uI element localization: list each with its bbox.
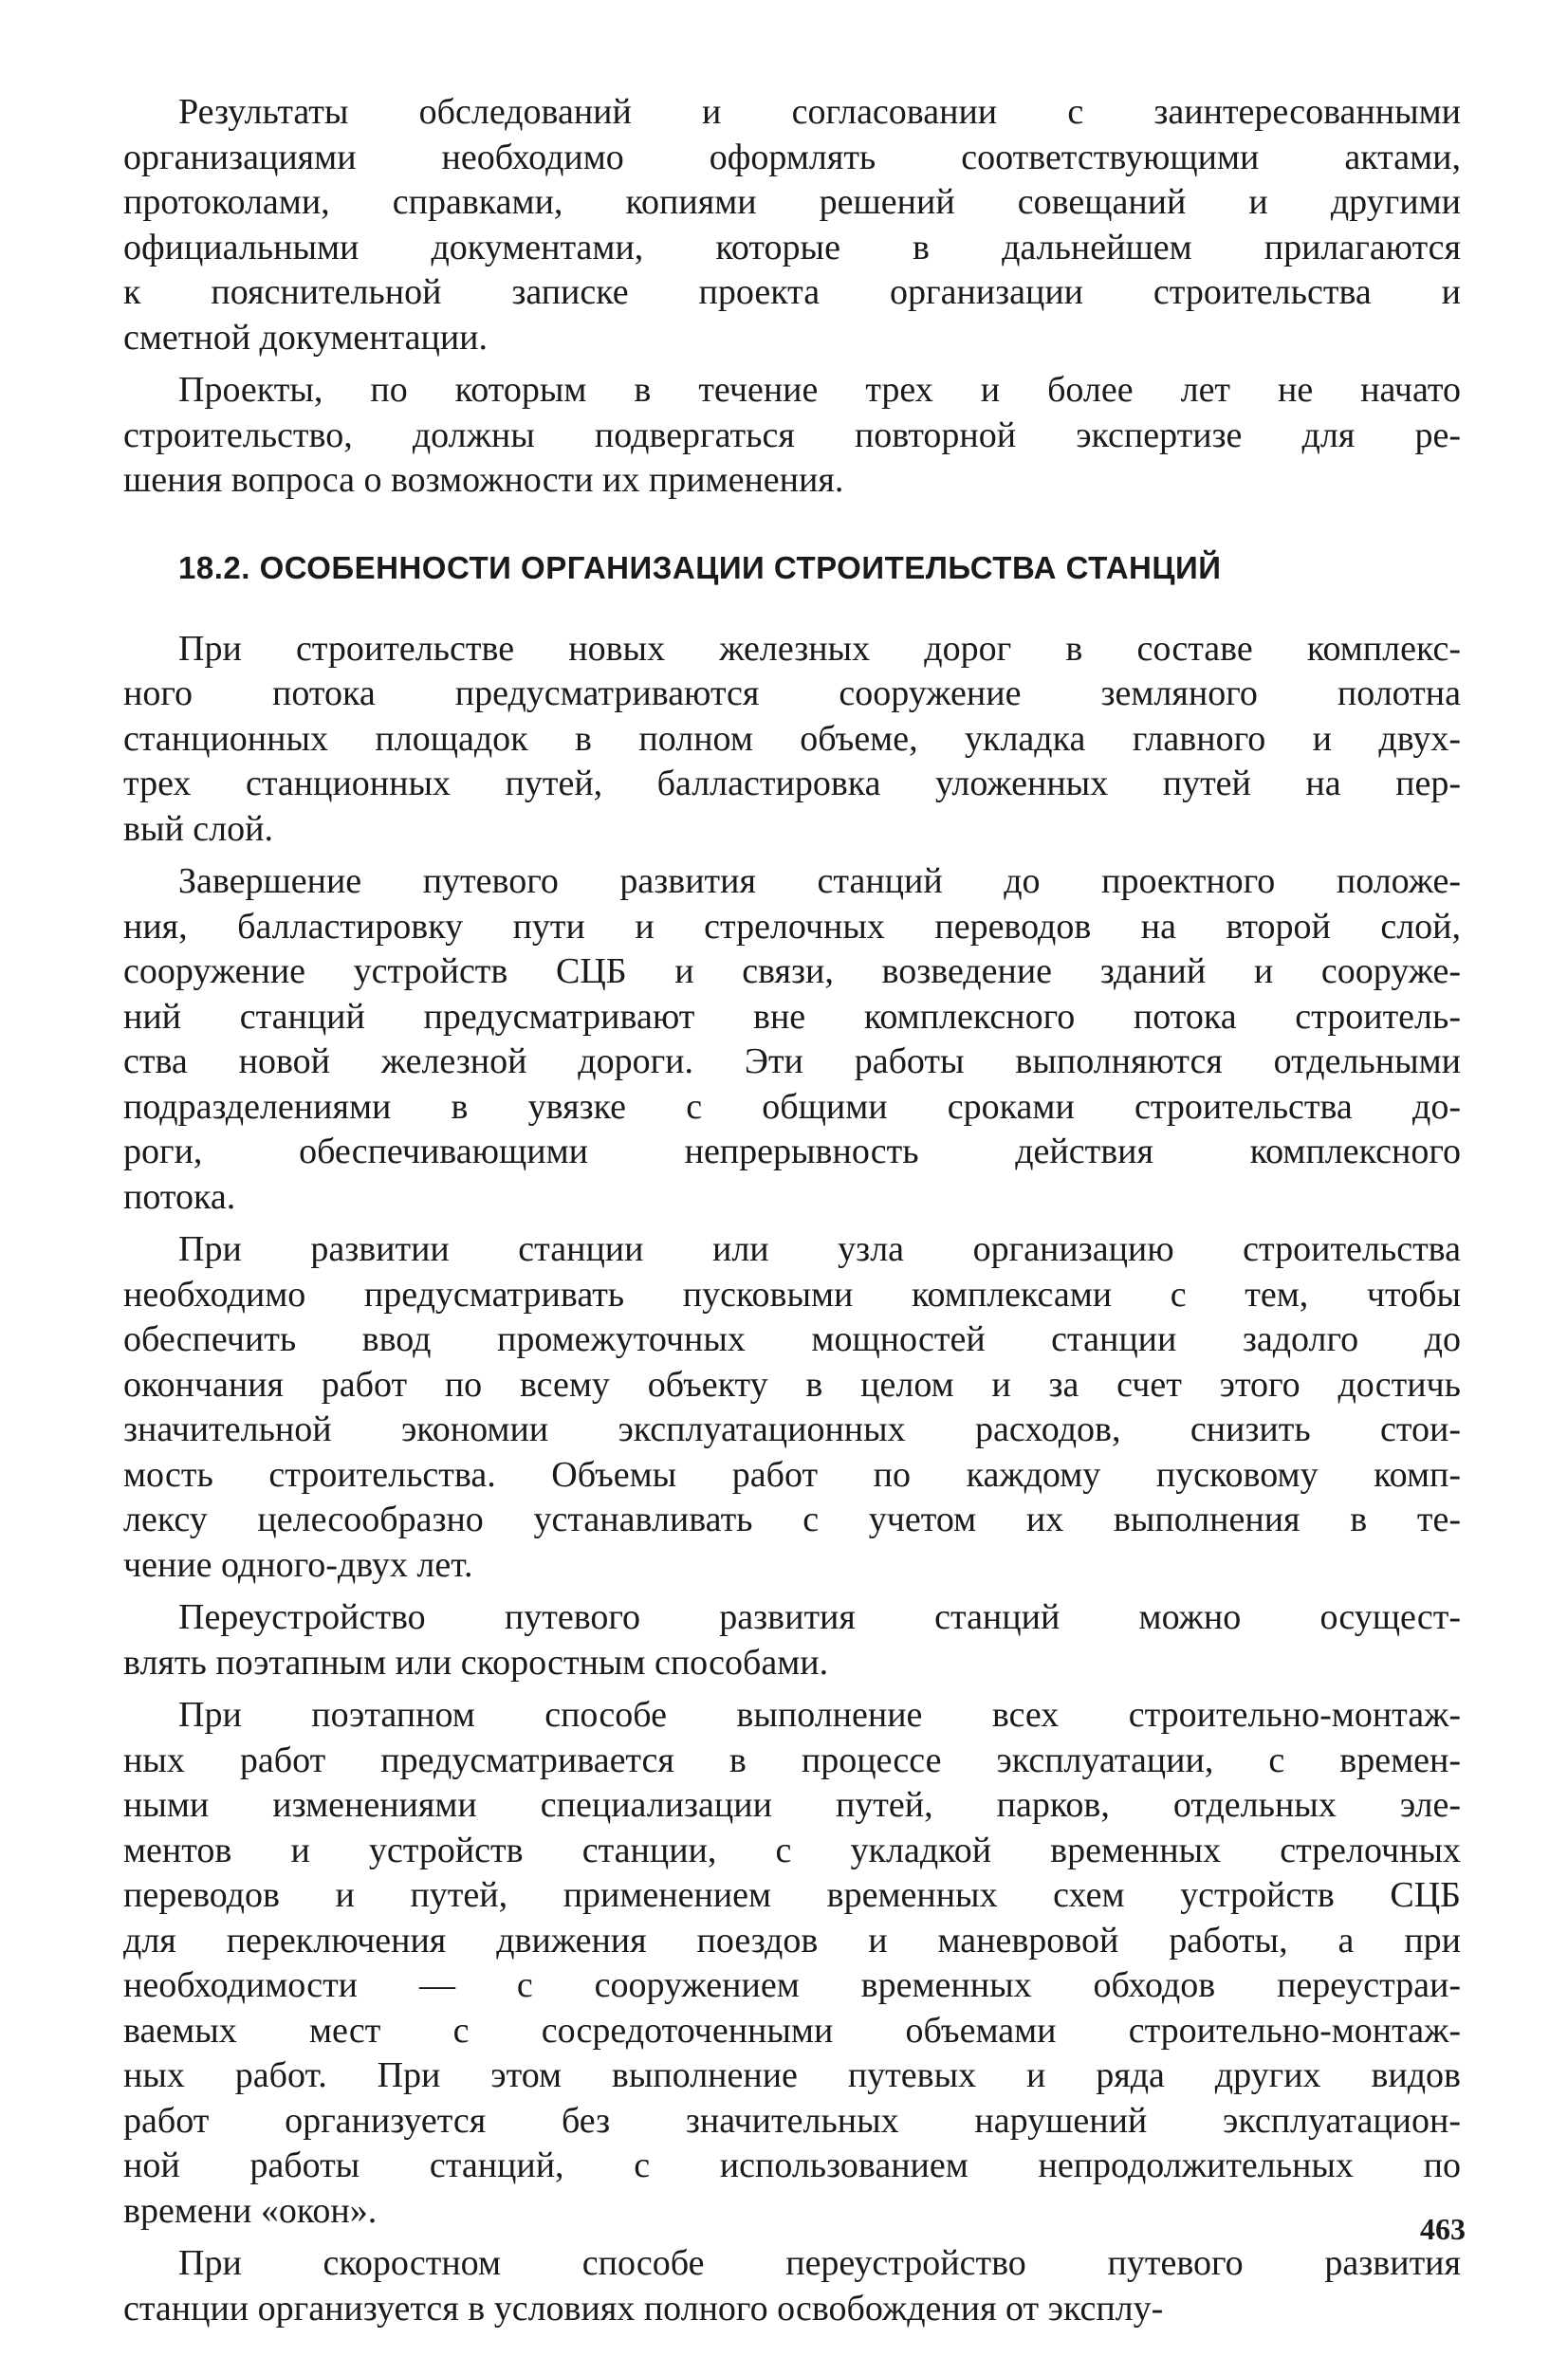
text-line: Результаты обследований и согласовании с заинтересованными bbox=[178, 92, 1461, 132]
text-line: чение одного-двух лет. bbox=[123, 1544, 473, 1585]
intro-text-block bbox=[123, 90, 1461, 504]
text-line: шения вопроса о возможности их применения. bbox=[123, 460, 844, 500]
text-line: ния, балластировку пути и стрелочных переводов на второй слой, bbox=[123, 906, 1461, 947]
text-line: мость строительства. Объемы работ по каждому пусковому комп- bbox=[123, 1454, 1461, 1495]
text-line: протоколами, справками, копиями решений совещаний и другими bbox=[123, 182, 1461, 222]
text-line: ний станций предусматривают вне комплексного потока строитель- bbox=[123, 996, 1461, 1037]
text-line: подразделениями в увязке с общими сроками строительства до- bbox=[123, 1086, 1461, 1127]
paragraph bbox=[123, 1595, 1461, 1685]
text-line: роги, обеспечивающими непрерывность действия комплексного bbox=[123, 1132, 1461, 1171]
text-line: вый слой. bbox=[123, 808, 273, 849]
text-line: станции организуется в условиях полного освобождения от эксплу- bbox=[123, 2288, 1164, 2329]
text-line: официальными документами, которые в дальнейшем прилагаются bbox=[123, 227, 1461, 267]
text-line: ваемых мест с сосредоточенными объемами строительно-монтаж- bbox=[123, 2010, 1461, 2051]
text-line: к пояснительной записке проекта организации строительства и bbox=[123, 272, 1461, 312]
paragraph bbox=[123, 2241, 1461, 2331]
page-number: 463 bbox=[1420, 2212, 1466, 2246]
text-line: потока. bbox=[123, 1176, 236, 1217]
text-line: ментов и устройств станции, с укладкой временных стрелочных bbox=[123, 1830, 1461, 1870]
paragraph bbox=[123, 859, 1461, 1220]
text-line: При скоростном способе переустройство путевого развития bbox=[178, 2243, 1461, 2283]
paragraph bbox=[123, 1227, 1461, 1588]
text-line: обеспечить ввод промежуточных мощностей станции задолго до bbox=[123, 1319, 1461, 1359]
section-text-block bbox=[123, 627, 1461, 2332]
text-line: При поэтапном способе выполнение всех строительно-монтаж- bbox=[178, 1695, 1461, 1735]
text-line: Завершение путевого развития станций до проектного положе- bbox=[178, 861, 1461, 901]
paragraph bbox=[123, 368, 1461, 504]
text-line: При строительстве новых железных дорог в составе комплекс- bbox=[178, 628, 1461, 669]
text-line: для переключения движения поездов и маневровой работы, а при bbox=[123, 1920, 1461, 1961]
text-line: лексу целесообразно устанавливать с учетом их выполнения в те- bbox=[123, 1500, 1461, 1539]
text-line: организациями необходимо оформлять соответствующими актами, bbox=[123, 137, 1461, 177]
text-line: ными изменениями специализации путей, парков, отдельных эле- bbox=[123, 1785, 1461, 1825]
text-line: ной работы станций, с использованием непродолжительных по bbox=[123, 2145, 1461, 2185]
paragraph bbox=[123, 627, 1461, 853]
text-line: строительство, должны подвергаться повторной экспертизе для ре- bbox=[123, 414, 1461, 455]
text-line: окончания работ по всему объекту в целом и за счет этого достичь bbox=[123, 1364, 1461, 1405]
text-line: трех станционных путей, балластировка уложенных путей на пер- bbox=[123, 764, 1461, 803]
text-line: влять поэтапным или скоростным способами. bbox=[123, 1642, 829, 1683]
text-line: сооружение устройств СЦБ и связи, возведение зданий и сооруже- bbox=[123, 951, 1461, 991]
text-line: ства новой железной дороги. Эти работы выполняются отдельными bbox=[123, 1041, 1461, 1081]
text-line: ных работ предусматривается в процессе эксплуатации, с времен- bbox=[123, 1740, 1461, 1780]
paragraph bbox=[123, 90, 1461, 360]
text-line: Переустройство путевого развития станций можно осущест- bbox=[178, 1597, 1461, 1637]
text-line: работ организуется без значительных нарушений эксплуатацион- bbox=[123, 2100, 1461, 2141]
paragraph bbox=[123, 1693, 1461, 2234]
text-line: необходимости — с сооружением временных обходов переустраи- bbox=[123, 1965, 1461, 2005]
text-line: ного потока предусматриваются сооружение земляного полотна bbox=[123, 673, 1461, 713]
text-line: Проекты, по которым в течение трех и более лет не начато bbox=[178, 370, 1461, 410]
text-line: необходимо предусматривать пусковыми комплексами с тем, чтобы bbox=[123, 1274, 1461, 1315]
section-heading: 18.2. ОСОБЕННОСТИ ОРГАНИЗАЦИИ СТРОИТЕЛЬСТВА СТАНЦИЙ bbox=[178, 549, 1222, 585]
text-line: времени «окон». bbox=[123, 2190, 378, 2231]
text-line: При развитии станции или узла организацию строительства bbox=[178, 1229, 1461, 1269]
text-line: переводов и путей, применением временных схем устройств СЦБ bbox=[123, 1875, 1461, 1915]
page-body bbox=[123, 90, 1461, 2339]
text-line: станционных площадок в полном объеме, укладка главного и двух- bbox=[123, 718, 1461, 759]
text-line: сметной документации. bbox=[123, 317, 489, 358]
text-line: ных работ. При этом выполнение путевых и ряда других видов bbox=[123, 2055, 1461, 2095]
text-line: значительной экономии эксплуатационных расходов, снизить стои- bbox=[123, 1409, 1461, 1449]
